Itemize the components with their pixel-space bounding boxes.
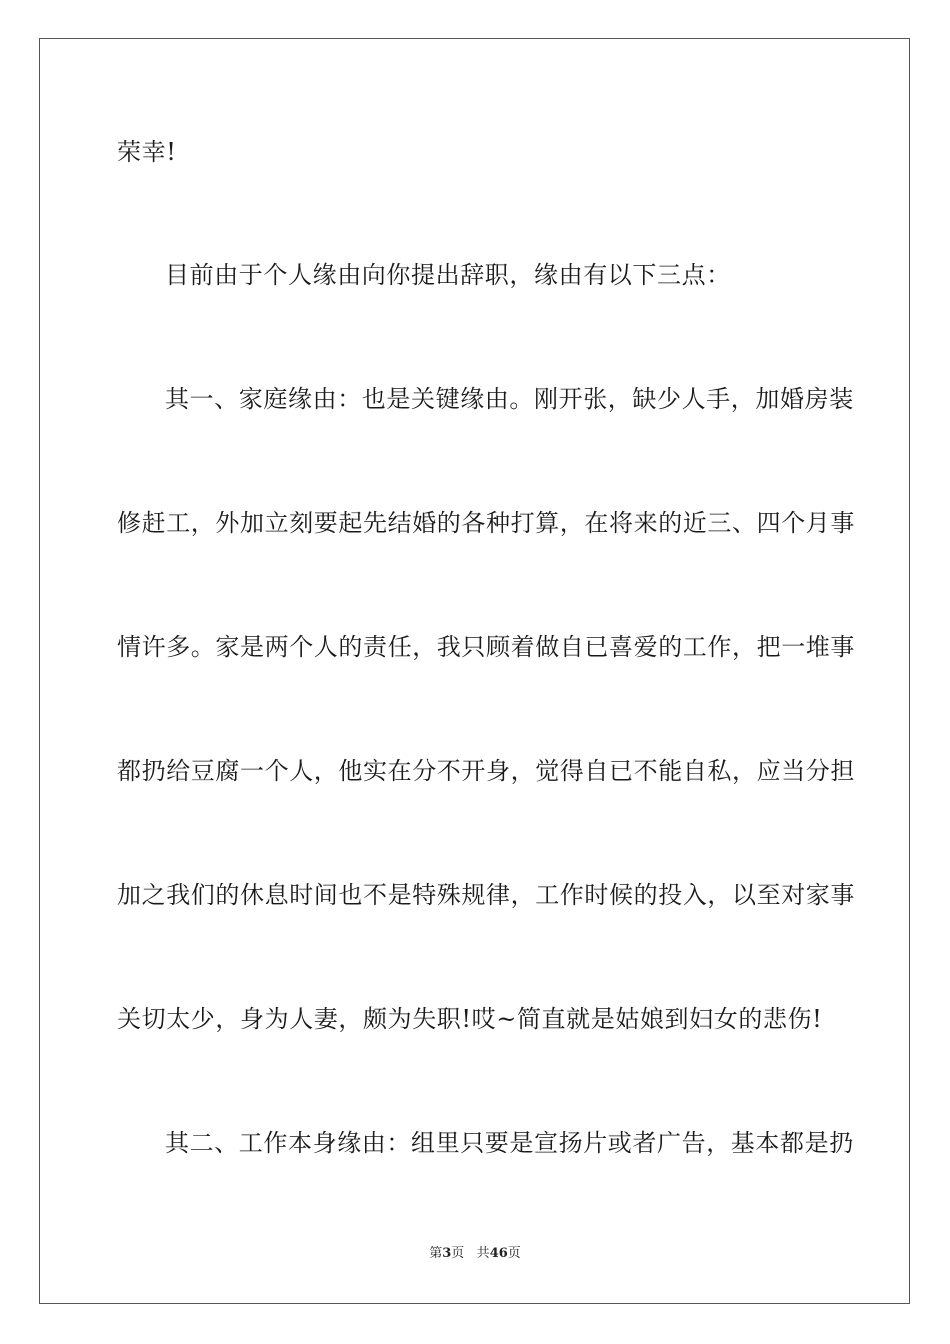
- paragraph-line-3: 其一、家庭缘由：也是关键缘由。刚开张，缺少人手，加婚房装: [165, 385, 854, 413]
- page-number: 3: [442, 1246, 452, 1261]
- total-prefix: 共: [476, 1246, 490, 1261]
- paragraph-line-7: 加之我们的休息时间也不是特殊规律，工作时候的投入，以至对家事: [117, 881, 855, 909]
- paragraph-line-8: 关切太少，身为人妻，颇为失职!哎~简直就是姑娘到妇女的悲伤!: [117, 1005, 823, 1033]
- page-border: [39, 38, 910, 1304]
- paragraph-line-6: 都扔给豆腐一个人，他实在分不开身，觉得自已不能自私，应当分担: [117, 757, 855, 785]
- page-prefix: 第: [429, 1246, 443, 1261]
- paragraph-line-2: 目前由于个人缘由向你提出辞职，缘由有以下三点：: [165, 261, 731, 289]
- paragraph-line-5: 情许多。家是两个人的责任，我只顾着做自已喜爱的工作，把一堆事: [117, 633, 855, 661]
- paragraph-line-9: 其二、工作本身缘由：组里只要是宣扬片或者广告，基本都是扔: [165, 1129, 854, 1157]
- total-suffix: 页: [507, 1246, 521, 1261]
- paragraph-line-1: 荣幸!: [117, 138, 177, 166]
- paragraph-line-4: 修赶工，外加立刻要起先结婚的各种打算，在将来的近三、四个月事: [117, 509, 855, 537]
- page-footer: [0, 1245, 950, 1263]
- total-pages: 46: [489, 1246, 508, 1261]
- page-suffix: 页: [451, 1246, 465, 1261]
